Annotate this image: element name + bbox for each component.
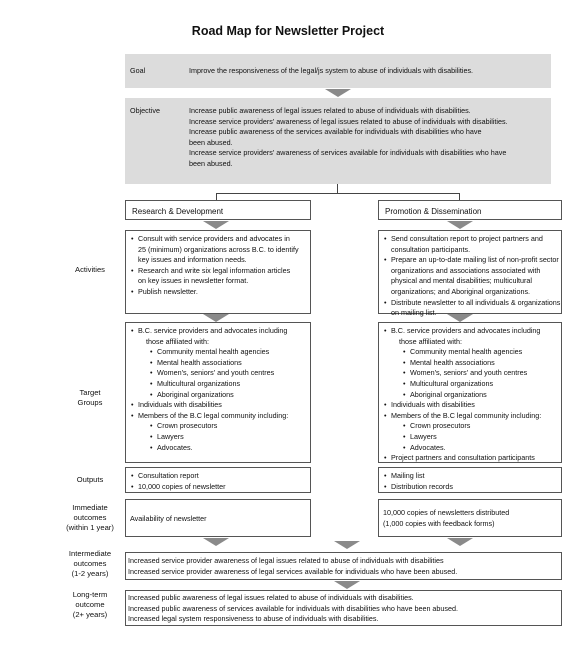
objective-label: Objective [130,106,160,115]
right-target-groups-box [378,322,562,463]
row-label-long-term: Long-term outcome (2+ years) [72,590,108,619]
diagram-title: Road Map for Newsletter Project [191,24,385,38]
arrow-right-3 [447,538,473,546]
row-label-outputs: Outputs [76,475,104,484]
list-item: • Individuals with disabilities [131,400,310,411]
row-label-intermediate: Intermediate outcomes (1-2 years) [68,549,112,578]
objective-line: Increase service providers' awareness of services available for individuals with disabilities who have [189,148,507,158]
intermediate-outcome-box: Increased service provider awareness of legal issues related to abuse of individuals with disabilities Increased service provider awareness of legal services available for individuals who have been abused. [125,552,562,580]
promotion-dissemination-header: Promotion & Dissemination [378,200,562,220]
list-item: • B.C. service providers and advocates including those affiliated with: [131,326,310,347]
list-item: • Aboriginal organizations [131,390,310,401]
list-item: • Members of the B.C legal community including: [384,411,561,422]
long-term-outcome-box: Increased public awareness of legal issues related to abuse of individuals with disabilities. Increased public awareness of services available for individuals with disabilities who have been abused. Increased legal system responsiveness to abuse of individuals with disabilities. [125,590,562,626]
list-item: • Multicultural organizations [384,379,561,390]
goal-label: Goal [130,66,146,75]
list-item: • Mental health associations [131,358,310,369]
list-item: • Community mental health agencies [131,347,310,358]
list-item: • Lawyers [131,432,310,443]
arrow-left-2 [203,314,229,322]
list-item: • Advocates. [131,443,310,454]
list-item: • Crown prosecutors [384,421,561,432]
arrow-right-1 [447,221,473,229]
objective-line: been abused. [189,158,233,168]
arrow-left-1 [203,221,229,229]
list-item: • Crown prosecutors [131,421,310,432]
objective-box [125,98,551,184]
list-item: • 10,000 copies of newsletter [131,482,310,493]
left-outputs-box [125,467,311,493]
list-item: • Consult with service providers and advocates in 25 (minimum) organizations across B.C. to identify key issues and information needs. [131,234,310,266]
goal-text: Improve the responsiveness of the legal/js system to abuse of individuals with disabilities. [189,66,474,75]
list-item: • Publish newsletter. [131,287,310,298]
list-item: • Distribution records [384,482,561,493]
list-item: • Lawyers [384,432,561,443]
list-item: • Project partners and consultation participants [384,453,561,464]
arrow-right-2 [447,314,473,322]
row-label-target-groups: Target Groups [77,388,103,407]
goal-box [125,54,551,88]
list-item: • Mental health associations [384,358,561,369]
list-item: • B.C. service providers and advocates including those affiliated with: [384,326,561,347]
list-item: • Members of the B.C legal community including: [131,411,310,422]
arrow-center-3 [334,541,360,549]
list-item: • Prepare an up-to-date mailing list of non-profit sector organizations and associations associated with physical and mental disabilities; multicultural organizations; and Aboriginal organizations. [384,255,561,297]
list-item: • Consultation report [131,471,310,482]
right-activities-box [378,230,562,318]
right-outputs-box [378,467,562,493]
list-item: • Research and write six legal information articles on key issues in newsletter format. [131,266,310,287]
objective-text [189,106,549,170]
row-label-activities: Activities [75,265,105,274]
objective-line: Increase public awareness of legal issues related to abuse of individuals with disabilities. [189,106,471,115]
research-development-header: Research & Development [125,200,311,220]
objective-line: Increase service providers' awareness of legal issues related to abuse of individuals with disabilities. [189,116,508,126]
list-item: • Distribute newsletter to all individuals & organizations on mailing list. [384,298,561,319]
list-item: • Women's, seniors' and youth centres [131,368,310,379]
connector-horizontal [216,193,460,194]
arrow-center-4 [334,581,360,589]
left-immediate-outcome-box: Availability of newsletter [125,499,311,537]
left-target-groups-box [125,322,311,463]
list-item: • Aboriginal organizations [384,390,561,401]
list-item: • Mailing list [384,471,561,482]
list-item: • Advocates. [384,443,561,454]
list-item: • Multicultural organizations [131,379,310,390]
list-item: • Community mental health agencies [384,347,561,358]
objective-line: Increase public awareness of the services available for individuals with disabilities who have [189,127,482,137]
list-item: • Send consultation report to project partners and consultation participants. [384,234,561,255]
left-activities-box [125,230,311,314]
goal-arrow [325,89,351,97]
list-item: • Women's, seniors' and youth centres [384,368,561,379]
objective-line: been abused. [189,137,233,147]
right-immediate-outcome-box: 10,000 copies of newsletters distributed (1,000 copies with feedback forms) [378,499,562,537]
list-item: • Individuals with disabilities [384,400,561,411]
arrow-left-3 [203,538,229,546]
row-label-immediate: Immediate outcomes (within 1 year) [66,503,114,532]
